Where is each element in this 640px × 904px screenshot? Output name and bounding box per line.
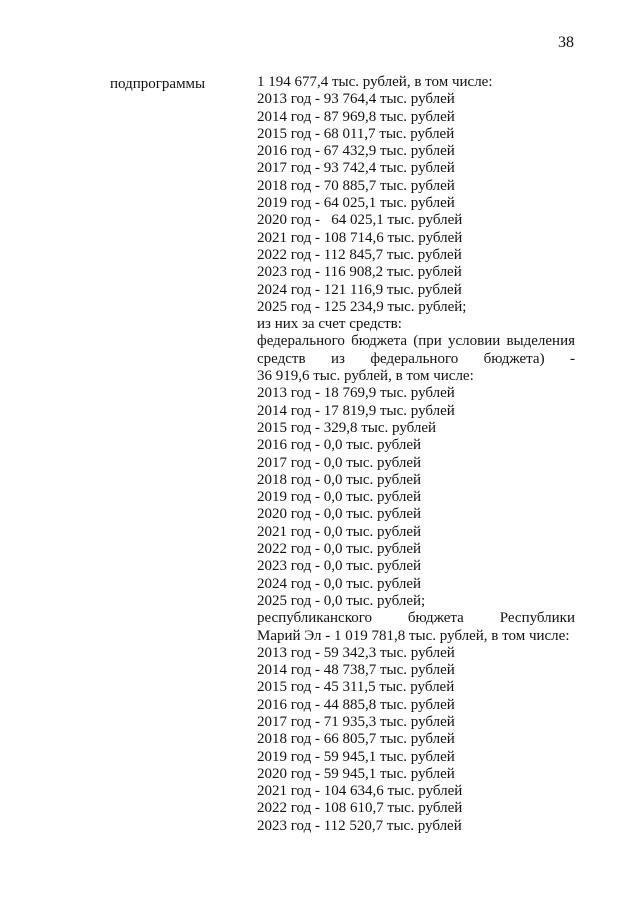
- list-item: 2023 год - 0,0 тыс. рублей: [257, 558, 422, 575]
- total-by-year-list: [257, 91, 575, 316]
- page-number: 38: [558, 34, 574, 51]
- list-item: 2022 год - 112 845,7 тыс. рублей: [257, 246, 462, 263]
- list-item: 2019 год - 59 945,1 тыс. рублей: [257, 748, 455, 765]
- list-item: 2018 год - 70 885,7 тыс. рублей: [257, 177, 455, 194]
- list-item: 2015 год - 329,8 тыс. рублей: [257, 419, 437, 436]
- list-item: 2014 год - 87 969,8 тыс. рублей: [257, 108, 455, 125]
- list-item: 2023 год - 116 908,2 тыс. рублей: [257, 264, 462, 281]
- list-item: 2020 год - 59 945,1 тыс. рублей: [257, 765, 455, 782]
- list-item: 2013 год - 59 342,3 тыс. рублей: [257, 644, 455, 661]
- republic-budget-total: Марий Эл - 1 019 781,8 тыс. рублей, в том числе:: [257, 627, 570, 644]
- list-item: 2013 год - 93 764,4 тыс. рублей: [257, 91, 455, 108]
- list-item: 2017 год - 0,0 тыс. рублей: [257, 454, 422, 471]
- funding-details: [257, 74, 575, 835]
- list-item: 2024 год - 0,0 тыс. рублей: [257, 575, 422, 592]
- list-item: 2016 год - 0,0 тыс. рублей: [257, 437, 422, 454]
- row-label: подпрограммы: [110, 76, 206, 92]
- federal-budget-line-2: средств из федерального бюджета) -: [257, 350, 575, 367]
- list-item: 2017 год - 71 935,3 тыс. рублей: [257, 713, 455, 730]
- sources-intro: из них за счет средств:: [257, 316, 402, 333]
- list-item: 2022 год - 108 610,7 тыс. рублей: [257, 800, 463, 817]
- federal-by-year-list: [257, 385, 575, 610]
- list-item: 2018 год - 0,0 тыс. рублей: [257, 471, 422, 488]
- list-item: 2019 год - 0,0 тыс. рублей: [257, 489, 422, 506]
- total-funding: 1 194 677,4 тыс. рублей, в том числе:: [257, 74, 493, 90]
- list-item: 2014 год - 17 819,9 тыс. рублей: [257, 402, 455, 419]
- list-item: 2013 год - 18 769,9 тыс. рублей: [257, 385, 455, 402]
- list-item: 2021 год - 108 714,6 тыс. рублей: [257, 229, 463, 246]
- republic-by-year-list: [257, 645, 575, 835]
- list-item: 2021 год - 104 634,6 тыс. рублей: [257, 783, 463, 800]
- list-item: 2016 год - 67 432,9 тыс. рублей: [257, 143, 455, 160]
- list-item: 2024 год - 121 116,9 тыс. рублей: [257, 281, 462, 298]
- list-item: 2019 год - 64 025,1 тыс. рублей: [257, 195, 455, 212]
- list-item: 2018 год - 66 805,7 тыс. рублей: [257, 731, 455, 748]
- federal-budget-total: 36 919,6 тыс. рублей, в том числе:: [257, 368, 474, 385]
- list-item: 2023 год - 112 520,7 тыс. рублей: [257, 817, 462, 834]
- list-item: 2020 год - 64 025,1 тыс. рублей: [257, 212, 463, 229]
- list-item: 2016 год - 44 885,8 тыс. рублей: [257, 696, 455, 713]
- list-item: 2017 год - 93 742,4 тыс. рублей: [257, 160, 455, 177]
- list-item: 2022 год - 0,0 тыс. рублей: [257, 541, 422, 558]
- list-item: 2025 год - 0,0 тыс. рублей;: [257, 592, 426, 609]
- list-item: 2015 год - 68 011,7 тыс. рублей: [257, 125, 455, 142]
- list-item: 2021 год - 0,0 тыс. рублей: [257, 523, 422, 540]
- list-item: 2025 год - 125 234,9 тыс. рублей;: [257, 298, 467, 315]
- republic-budget-line-1: республиканского бюджета Республики: [257, 610, 575, 627]
- list-item: 2014 год - 48 738,7 тыс. рублей: [257, 662, 455, 679]
- list-item: 2015 год - 45 311,5 тыс. рублей: [257, 679, 455, 696]
- federal-budget-line-1: федерального бюджета (при условии выделения: [257, 333, 575, 350]
- list-item: 2020 год - 0,0 тыс. рублей: [257, 506, 422, 523]
